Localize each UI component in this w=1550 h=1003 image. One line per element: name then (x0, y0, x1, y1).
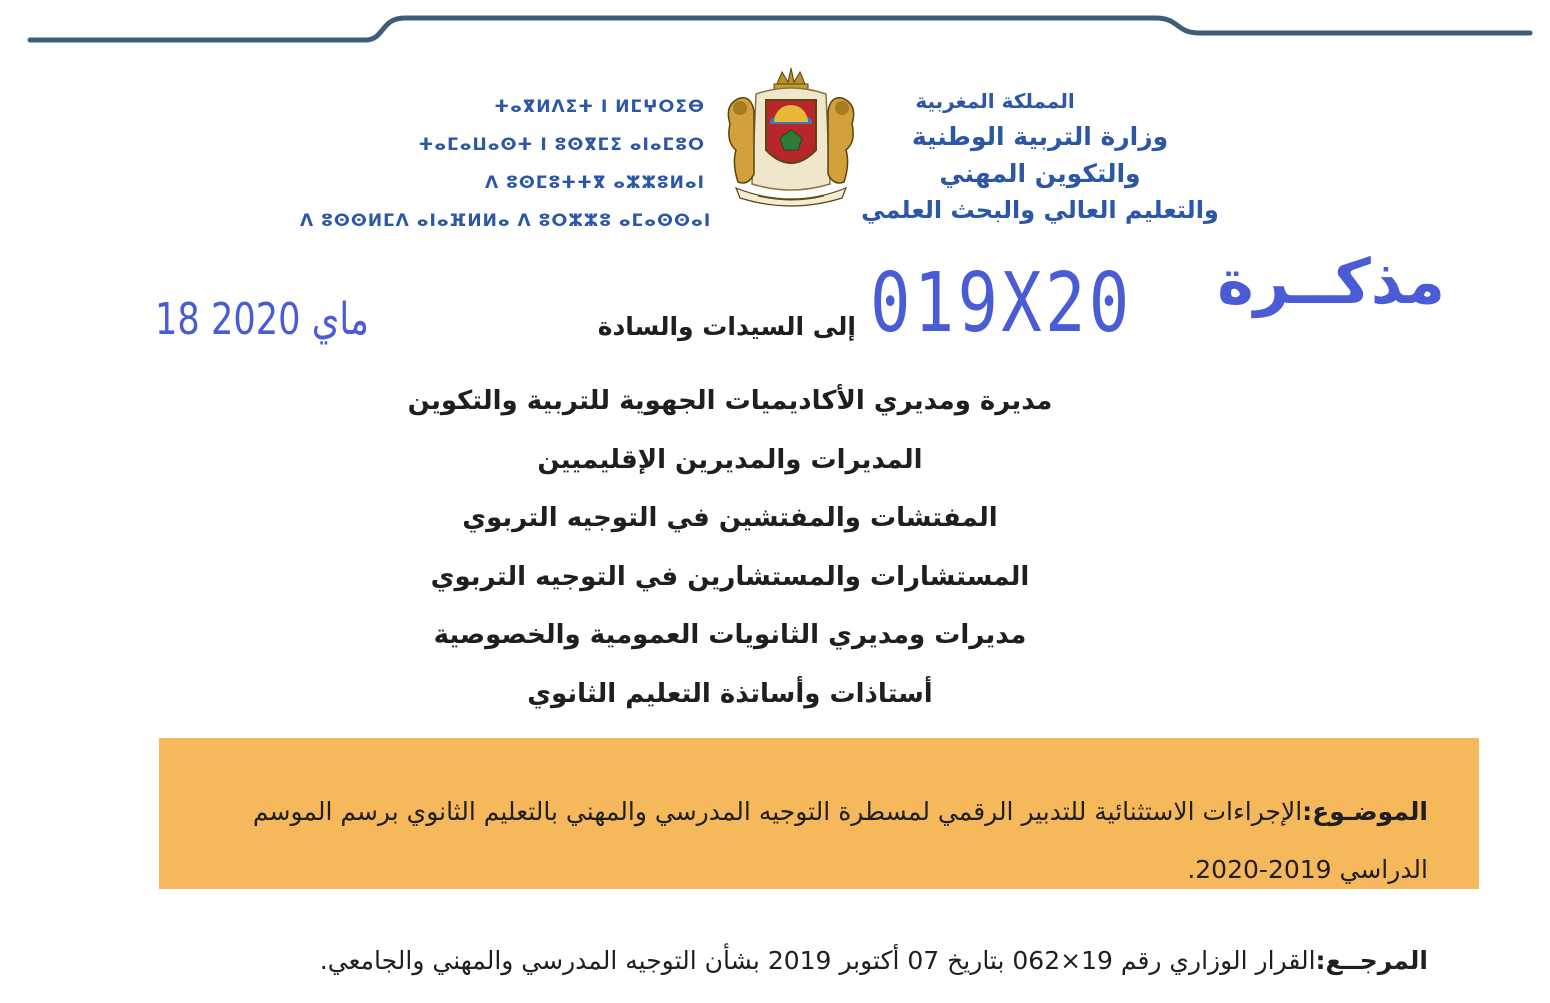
tifinagh-line-2: ⵜⴰⵎⴰⵡⴰⵙⵜ ⵏ ⵓⵙⴳⵎⵉ ⴰⵏⴰⵎⵓⵔ (418, 135, 705, 155)
ministry-header (840, 84, 1240, 228)
reference-label: المرجــع: (1315, 946, 1428, 975)
reference-text: القرار الوزاري رقم 19×062 بتاريخ 07 أكتوبر 2019 بشأن التوجيه المدرسي والمهني والجامعي. (319, 946, 1316, 975)
salutation: إلى السيدات والسادة (597, 312, 856, 341)
tifinagh-header (300, 88, 712, 240)
recipient-line: المديرات والمديرين الإقليميين (537, 444, 923, 475)
tifinagh-line-3: ⴷ ⵓⵙⵎⵓⵜⵜⴳ ⴰⵣⵣⵓⵍⴰⵏ (485, 173, 705, 193)
subject-text: الإجراءات الاستثنائية للتدبير الرقمي لمسطرة التوجيه المدرسي والمهني بالتعليم الثانوي برسم الموسم الدراسي 2019-2020. (252, 797, 1428, 884)
recipients-list (380, 372, 1080, 723)
date-stamp: 18 ماي 2020 (155, 294, 369, 345)
subject (158, 783, 1428, 899)
ministry-name-line-3: والتعليم العالي والبحث العلمي (861, 196, 1219, 224)
subject-label: الموضـوع: (1302, 797, 1428, 826)
recipient-line: المستشارات والمستشارين في التوجيه التربوي (430, 561, 1030, 592)
recipient-line: مديرات ومديري الثانويات العمومية والخصوصية (433, 620, 1027, 650)
reference (158, 936, 1428, 986)
kingdom-name: المملكة المغربية (915, 89, 1075, 113)
ministry-name-line-1: وزارة التربية الوطنية (911, 122, 1169, 151)
memo-title-stamp: مذكــرة (1217, 245, 1445, 318)
ministry-name-line-2: والتكوين المهني (939, 159, 1141, 188)
memo-number-stamp: 019X20 (870, 256, 1133, 351)
header-top-rule (0, 0, 1550, 50)
recipient-line: أستاذات وأساتذة التعليم الثانوي (527, 678, 933, 709)
recipient-line: المفتشات والمفتشين في التوجيه التربوي (462, 503, 998, 533)
recipient-line: مديرة ومديري الأكاديميات الجهوية للتربية والتكوين (407, 386, 1053, 416)
tifinagh-line-1: ⵜⴰⴳⵍⴷⵉⵜ ⵏ ⵍⵎⵖⵔⵉⴱ (494, 97, 705, 117)
tifinagh-line-4: ⴷ ⵓⵙⵙⵍⵎⴷ ⴰⵏⴰⴼⵍⵍⴰ ⴷ ⵓⵔⵣⵣⵓ ⴰⵎⴰⵙⵙⴰⵏ (300, 211, 712, 231)
